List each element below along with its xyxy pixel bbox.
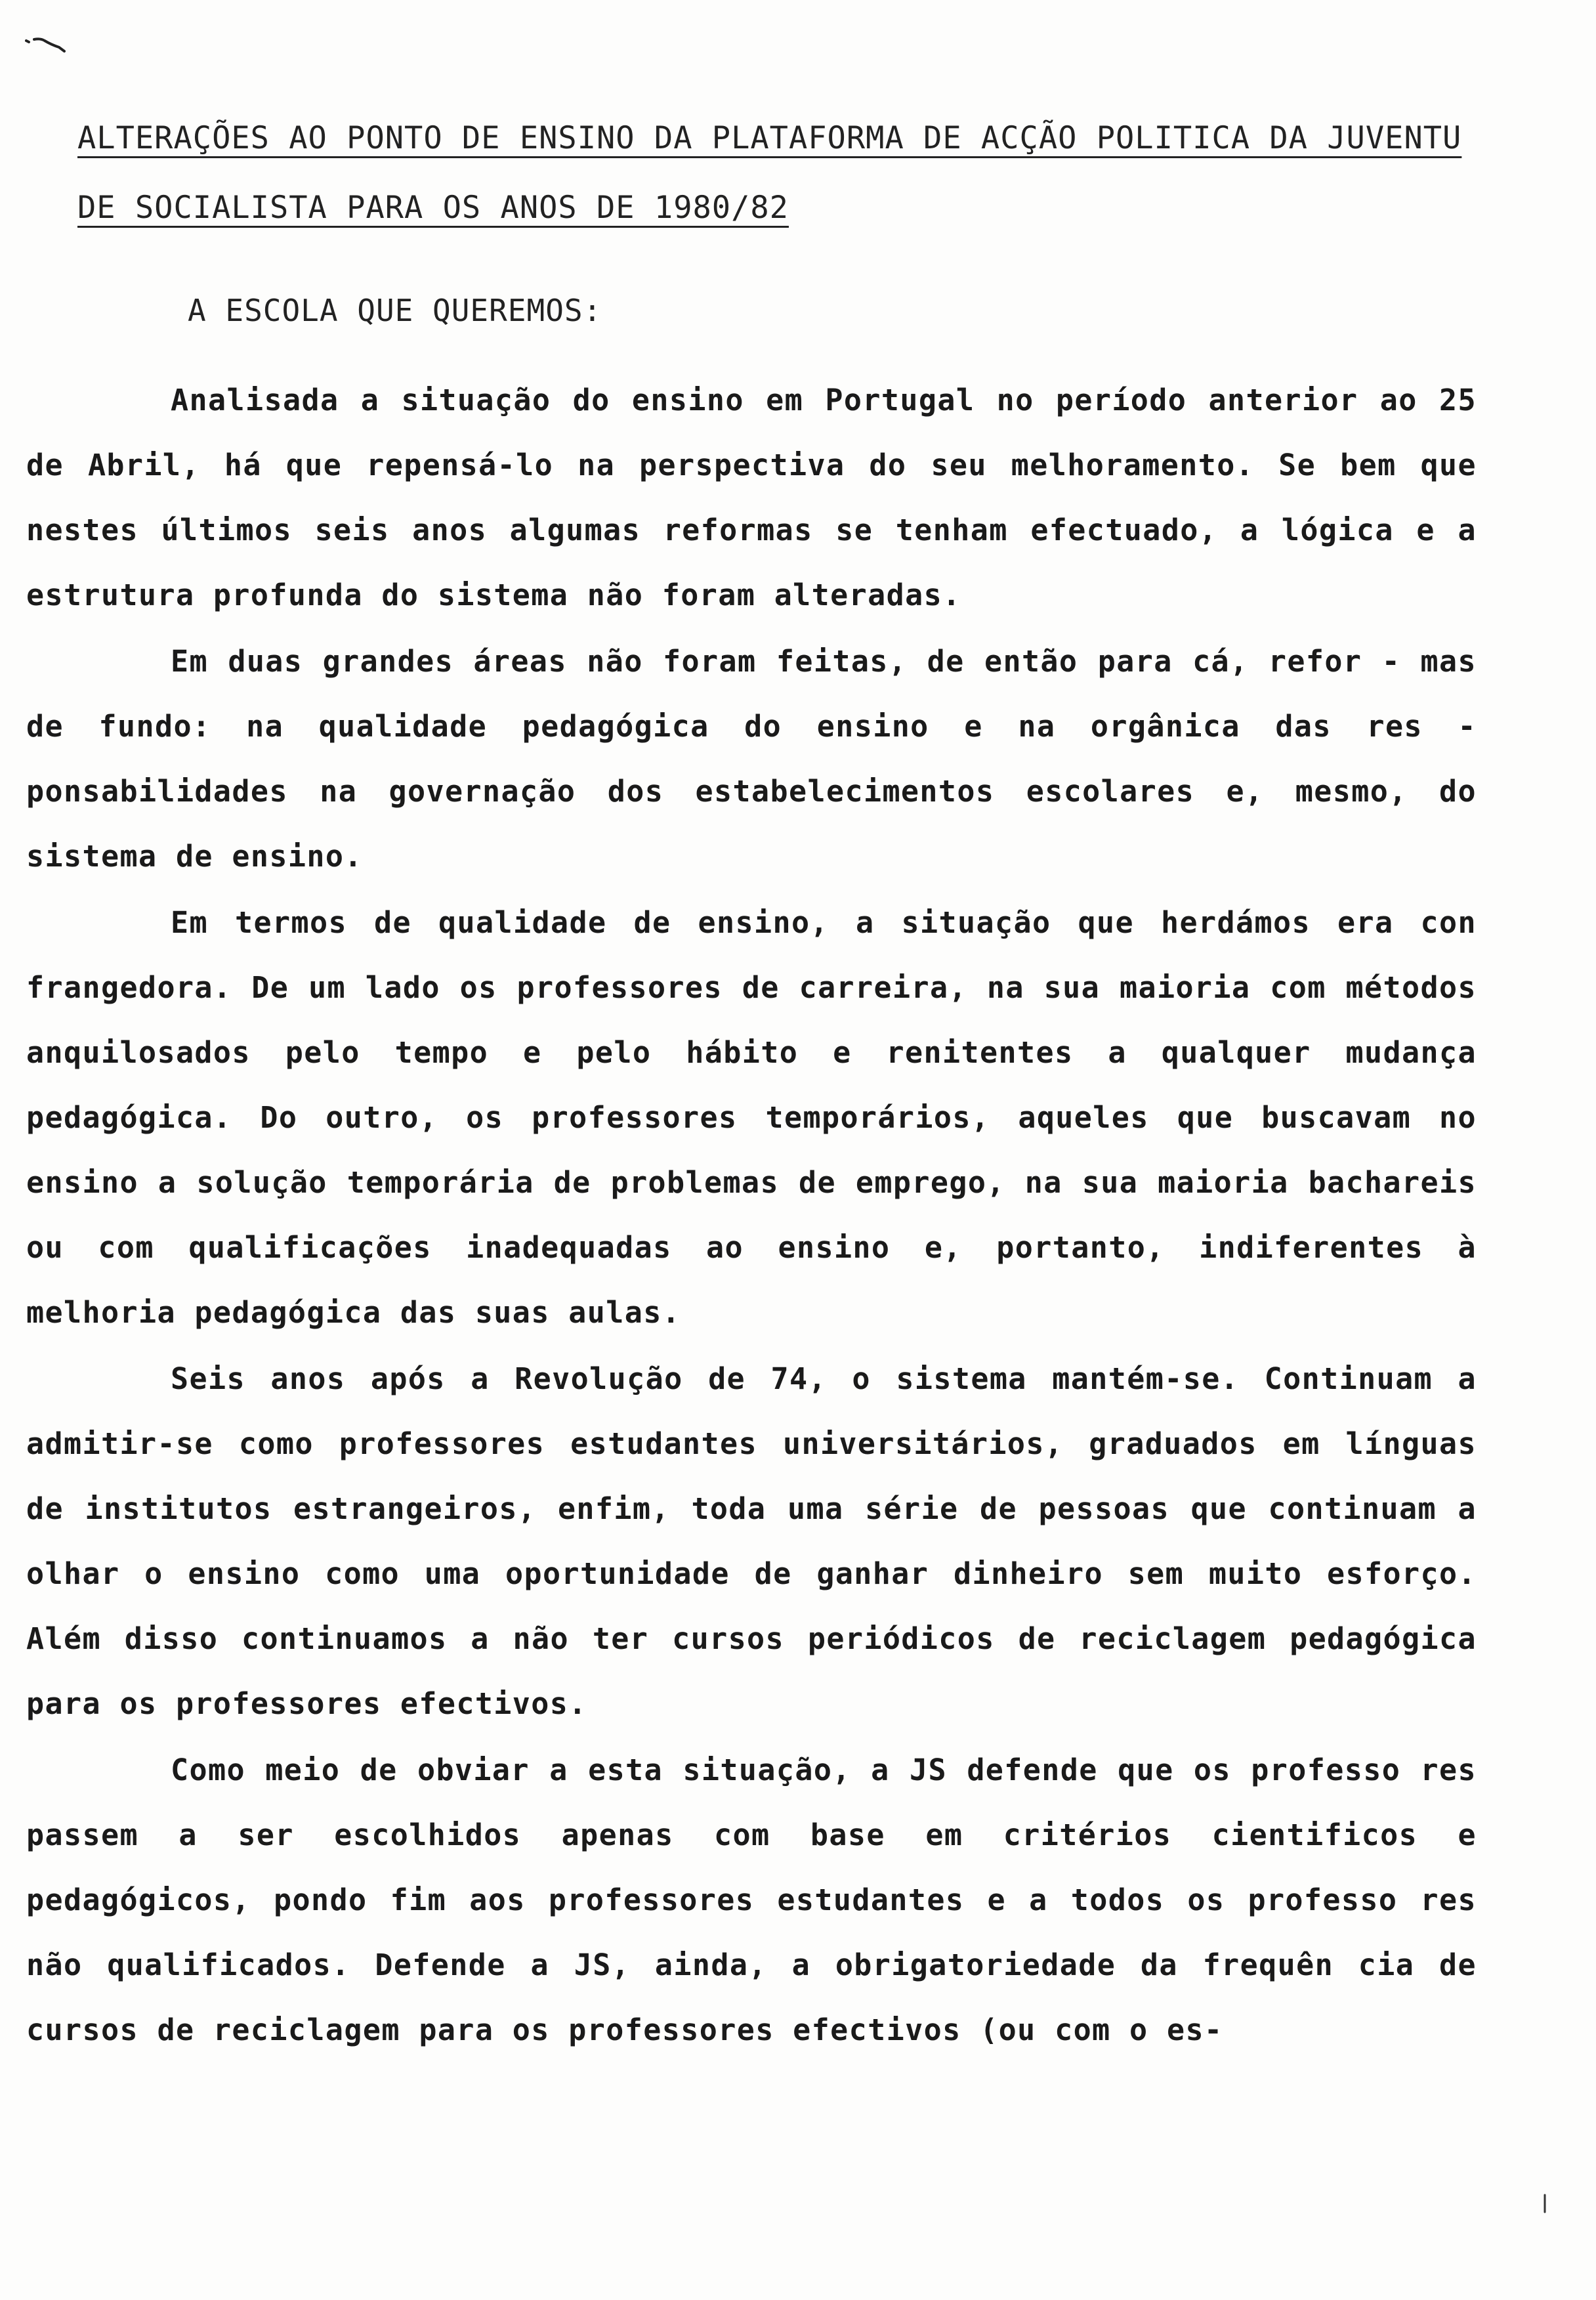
margin-mark-icon	[1541, 2192, 1549, 2219]
paragraph-2: Em duas grandes áreas não foram feitas, de então para cá, refor - mas de fundo: na qualidade pedagógica do ensino e na orgânica das res - ponsabilidades na governação dos estabelecimentos escolares e, mesmo, do sistema de ensino.	[26, 644, 1477, 874]
document-body	[26, 368, 1477, 2062]
pen-mark-icon	[25, 34, 71, 54]
paragraph-5: Como meio de obviar a esta situação, a JS defende que os professo res passem a ser escolhidos apenas com base em critérios cientificos e pedagógicos, pondo fim aos professores estudantes e a todos os professo res não qualificados. Defende a JS, ainda, a obrigatoriedade da frequên cia de cursos de reciclagem para os professores efectivos (ou com o es-	[26, 1753, 1477, 2047]
paragraph-3: Em termos de qualidade de ensino, a situação que herdámos era con frangedora. De um lado os professores de carreira, na sua maioria com métodos anquilosados pelo tempo e pelo hábito e renitentes a qualquer mudança pedagógica. Do outro, os professores temporários, aqueles que buscavam no ensino a solução temporária de problemas de emprego, na sua maioria bachareis ou com qualificações inadequadas ao ensino e, portanto, indiferentes à melhoria pedagógica das suas aulas.	[26, 905, 1477, 1330]
paragraph-1: Analisada a situação do ensino em Portugal no período anterior ao 25 de Abril, há que repensá-lo na perspectiva do seu melhoramento. Se bem que nestes últimos seis anos algumas reformas se tenham efectuado, a lógica e a estrutura profunda do sistema não foram alteradas.	[26, 383, 1477, 612]
document-title: ALTERAÇÕES AO PONTO DE ENSINO DA PLATAFORMA DE ACÇÃO POLITICA DA JUVENTU DE SOCIALISTA PARA OS ANOS DE 1980/82	[77, 120, 1462, 226]
section-heading: A ESCOLA QUE QUEREMOS:	[188, 293, 602, 328]
paragraph-4: Seis anos após a Revolução de 74, o sistema mantém-se. Continuam a admitir-se como professores estudantes universitários, graduados em línguas de institutos estrangeiros, enfim, toda uma série de pessoas que continuam a olhar o ensino como uma oportunidade de ganhar dinheiro sem muito esforço. Além disso continuamos a não ter cursos periódicos de reciclagem pedagógica para os professores efectivos.	[26, 1361, 1477, 1721]
